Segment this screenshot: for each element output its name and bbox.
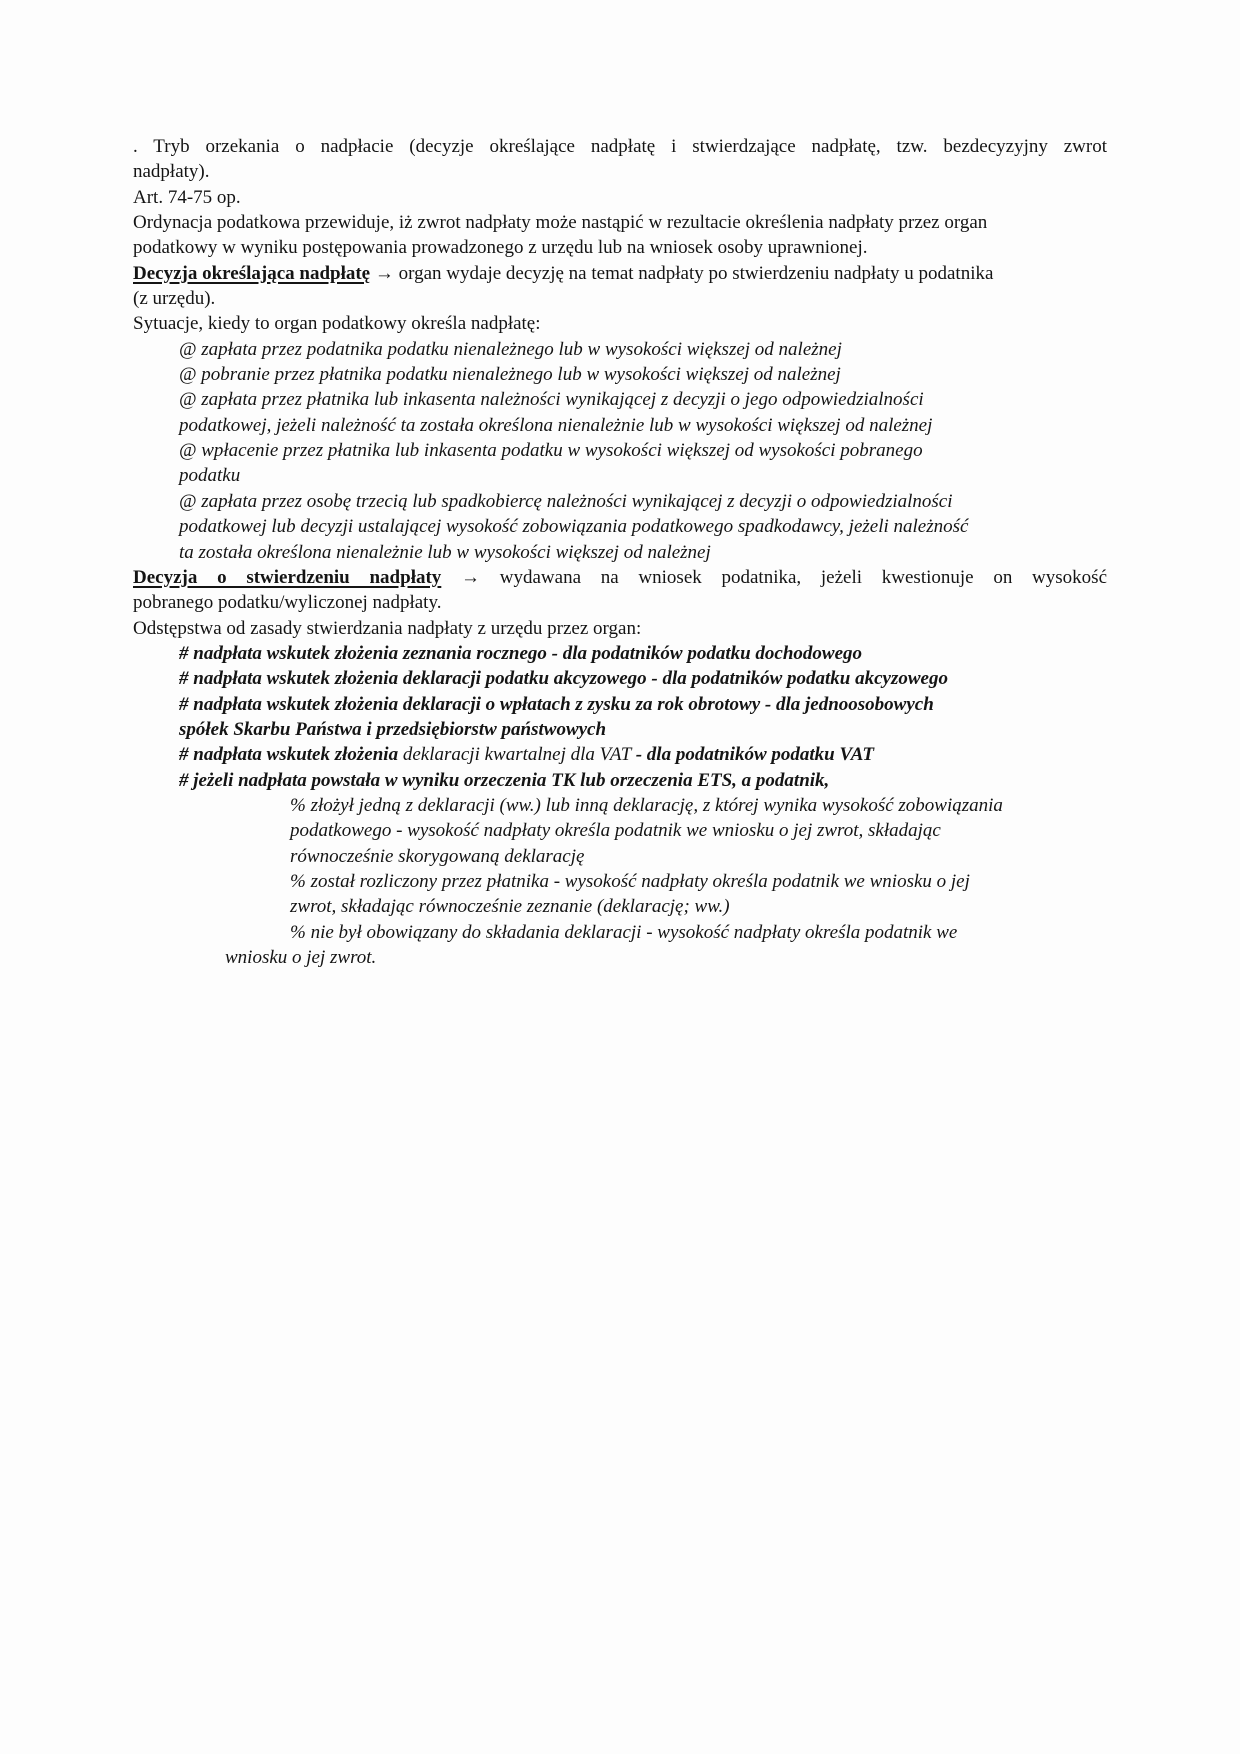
text-line (133, 134, 1107, 159)
text-segment: % nie był obowiązany do składania deklaracji - wysokość nadpłaty określa podatnik we (290, 921, 958, 943)
text-line (133, 540, 1107, 565)
text-line (133, 438, 1107, 463)
text-segment: # jeżeli nadpłata powstała w wyniku orzeczenia TK lub orzeczenia ETS, a podatnik, (179, 769, 830, 791)
text-line (133, 666, 1107, 691)
text-segment: # nadpłata wskutek złożenia (179, 744, 403, 766)
text-line (133, 261, 1107, 286)
text-segment: @ zapłata przez płatnika lub inkasenta należności wynikającej z decyzji o jego odpowiedzialności (179, 389, 924, 411)
text-segment: nadpłaty). (133, 161, 210, 183)
text-segment: # nadpłata wskutek złożenia deklaracji o wpłatach z zysku za rok obrotowy - dla jednoosobowych (179, 693, 934, 715)
text-segment: Art. 74-75 op. (133, 186, 241, 208)
text-segment: wydawana na wniosek podatnika, jeżeli kwestionuje on wysokość (499, 566, 1108, 588)
text-line (133, 920, 1107, 945)
text-line (133, 844, 1107, 869)
decision-heading: Decyzja o stwierdzeniu nadpłaty (133, 566, 442, 588)
text-segment: organ wydaje decyzję na temat nadpłaty po stwierdzeniu nadpłaty u podatnika (398, 262, 994, 284)
text-line (133, 742, 1107, 767)
text-line (133, 210, 1107, 235)
text-segment: spółek Skarbu Państwa i przedsiębiorstw państwowych (179, 718, 607, 740)
text-line (133, 337, 1107, 362)
text-line (133, 159, 1107, 184)
text-segment: równocześnie skorygowaną deklarację (290, 845, 585, 867)
text-line (133, 768, 1107, 793)
text-segment: wniosku o jej zwrot. (225, 947, 377, 968)
text-segment: podatkowy w wyniku postępowania prowadzonego z urzędu lub na wniosek osoby uprawnionej. (133, 237, 868, 259)
text-segment: podatkowej, jeżeli należność ta została określona nienależnie lub w wysokości większej od należnej (179, 414, 933, 436)
text-line (133, 869, 1107, 894)
decision-heading: Decyzja określająca nadpłatę (133, 262, 371, 284)
text-line (133, 945, 1107, 970)
text-line (133, 286, 1107, 311)
text-segment: zwrot, składając równocześnie zeznanie (deklarację; ww.) (290, 896, 730, 918)
text-line (133, 362, 1107, 387)
text-segment: ta została określona nienależnie lub w wysokości większej od należnej (179, 541, 711, 563)
text-segment: podatkowej lub decyzji ustalającej wysokość zobowiązania podatkowego spadkodawcy, jeżeli należność (179, 516, 969, 538)
text-segment: deklaracji kwartalnej dla VAT (402, 744, 636, 766)
text-line (133, 717, 1107, 742)
text-segment: % złożył jedną z deklaracji (ww.) lub inną deklarację, z której wynika wysokość zobowiązania (290, 794, 1003, 816)
text-segment: % został rozliczony przez płatnika - wysokość nadpłaty określa podatnik we wniosku o jej (290, 870, 970, 892)
text-segment: - dla podatników podatku VAT (635, 744, 874, 766)
text-line (133, 565, 1107, 590)
text-line (133, 616, 1107, 641)
text-segment: Odstępstwa od zasady stwierdzania nadpłaty z urzędu przez organ: (133, 617, 642, 639)
text-line (133, 590, 1107, 615)
arrow-icon: → (441, 566, 500, 588)
text-line (133, 692, 1107, 717)
text-segment: # nadpłata wskutek złożenia deklaracji podatku akcyzowego - dla podatników podatku akcyzowego (179, 668, 948, 690)
text-line (133, 641, 1107, 666)
text-line (133, 818, 1107, 843)
text-segment: . Tryb orzekania o nadpłacie (decyzje określające nadpłatę i stwierdzające nadpłatę, tzw. bezdecyzyjny zwrot (133, 136, 1107, 157)
text-line (133, 413, 1107, 438)
text-segment: Sytuacje, kiedy to organ podatkowy określa nadpłatę: (133, 313, 541, 335)
text-segment: @ zapłata przez osobę trzecią lub spadkobiercę należności wynikającej z decyzji o odpowiedzialności (179, 490, 953, 512)
document-body (133, 134, 1107, 970)
text-line (133, 185, 1107, 210)
text-segment: # nadpłata wskutek złożenia zeznania rocznego - dla podatników podatku dochodowego (179, 642, 863, 664)
text-line (133, 387, 1107, 412)
text-segment: (z urzędu). (133, 288, 216, 310)
text-segment: podatku (179, 465, 241, 487)
text-segment: podatkowego - wysokość nadpłaty określa podatnik we wniosku o jej zwrot, składając (290, 820, 941, 842)
text-segment: pobranego podatku/wyliczonej nadpłaty. (133, 592, 442, 614)
text-line (133, 463, 1107, 488)
text-line (133, 311, 1107, 336)
arrow-icon: → (370, 262, 399, 284)
text-segment: Ordynacja podatkowa przewiduje, iż zwrot nadpłaty może nastąpić w rezultacie określenia nadpłaty przez organ (133, 212, 988, 234)
text-line (133, 514, 1107, 539)
text-line (133, 793, 1107, 818)
text-line (133, 489, 1107, 514)
text-line (133, 894, 1107, 919)
text-segment: @ zapłata przez podatnika podatku nienależnego lub w wysokości większej od należnej (179, 338, 842, 360)
text-segment: @ wpłacenie przez płatnika lub inkasenta podatku w wysokości większej od wysokości pobranego (179, 440, 923, 462)
text-line (133, 235, 1107, 260)
text-segment: @ pobranie przez płatnika podatku nienależnego lub w wysokości większej od należnej (179, 364, 841, 386)
